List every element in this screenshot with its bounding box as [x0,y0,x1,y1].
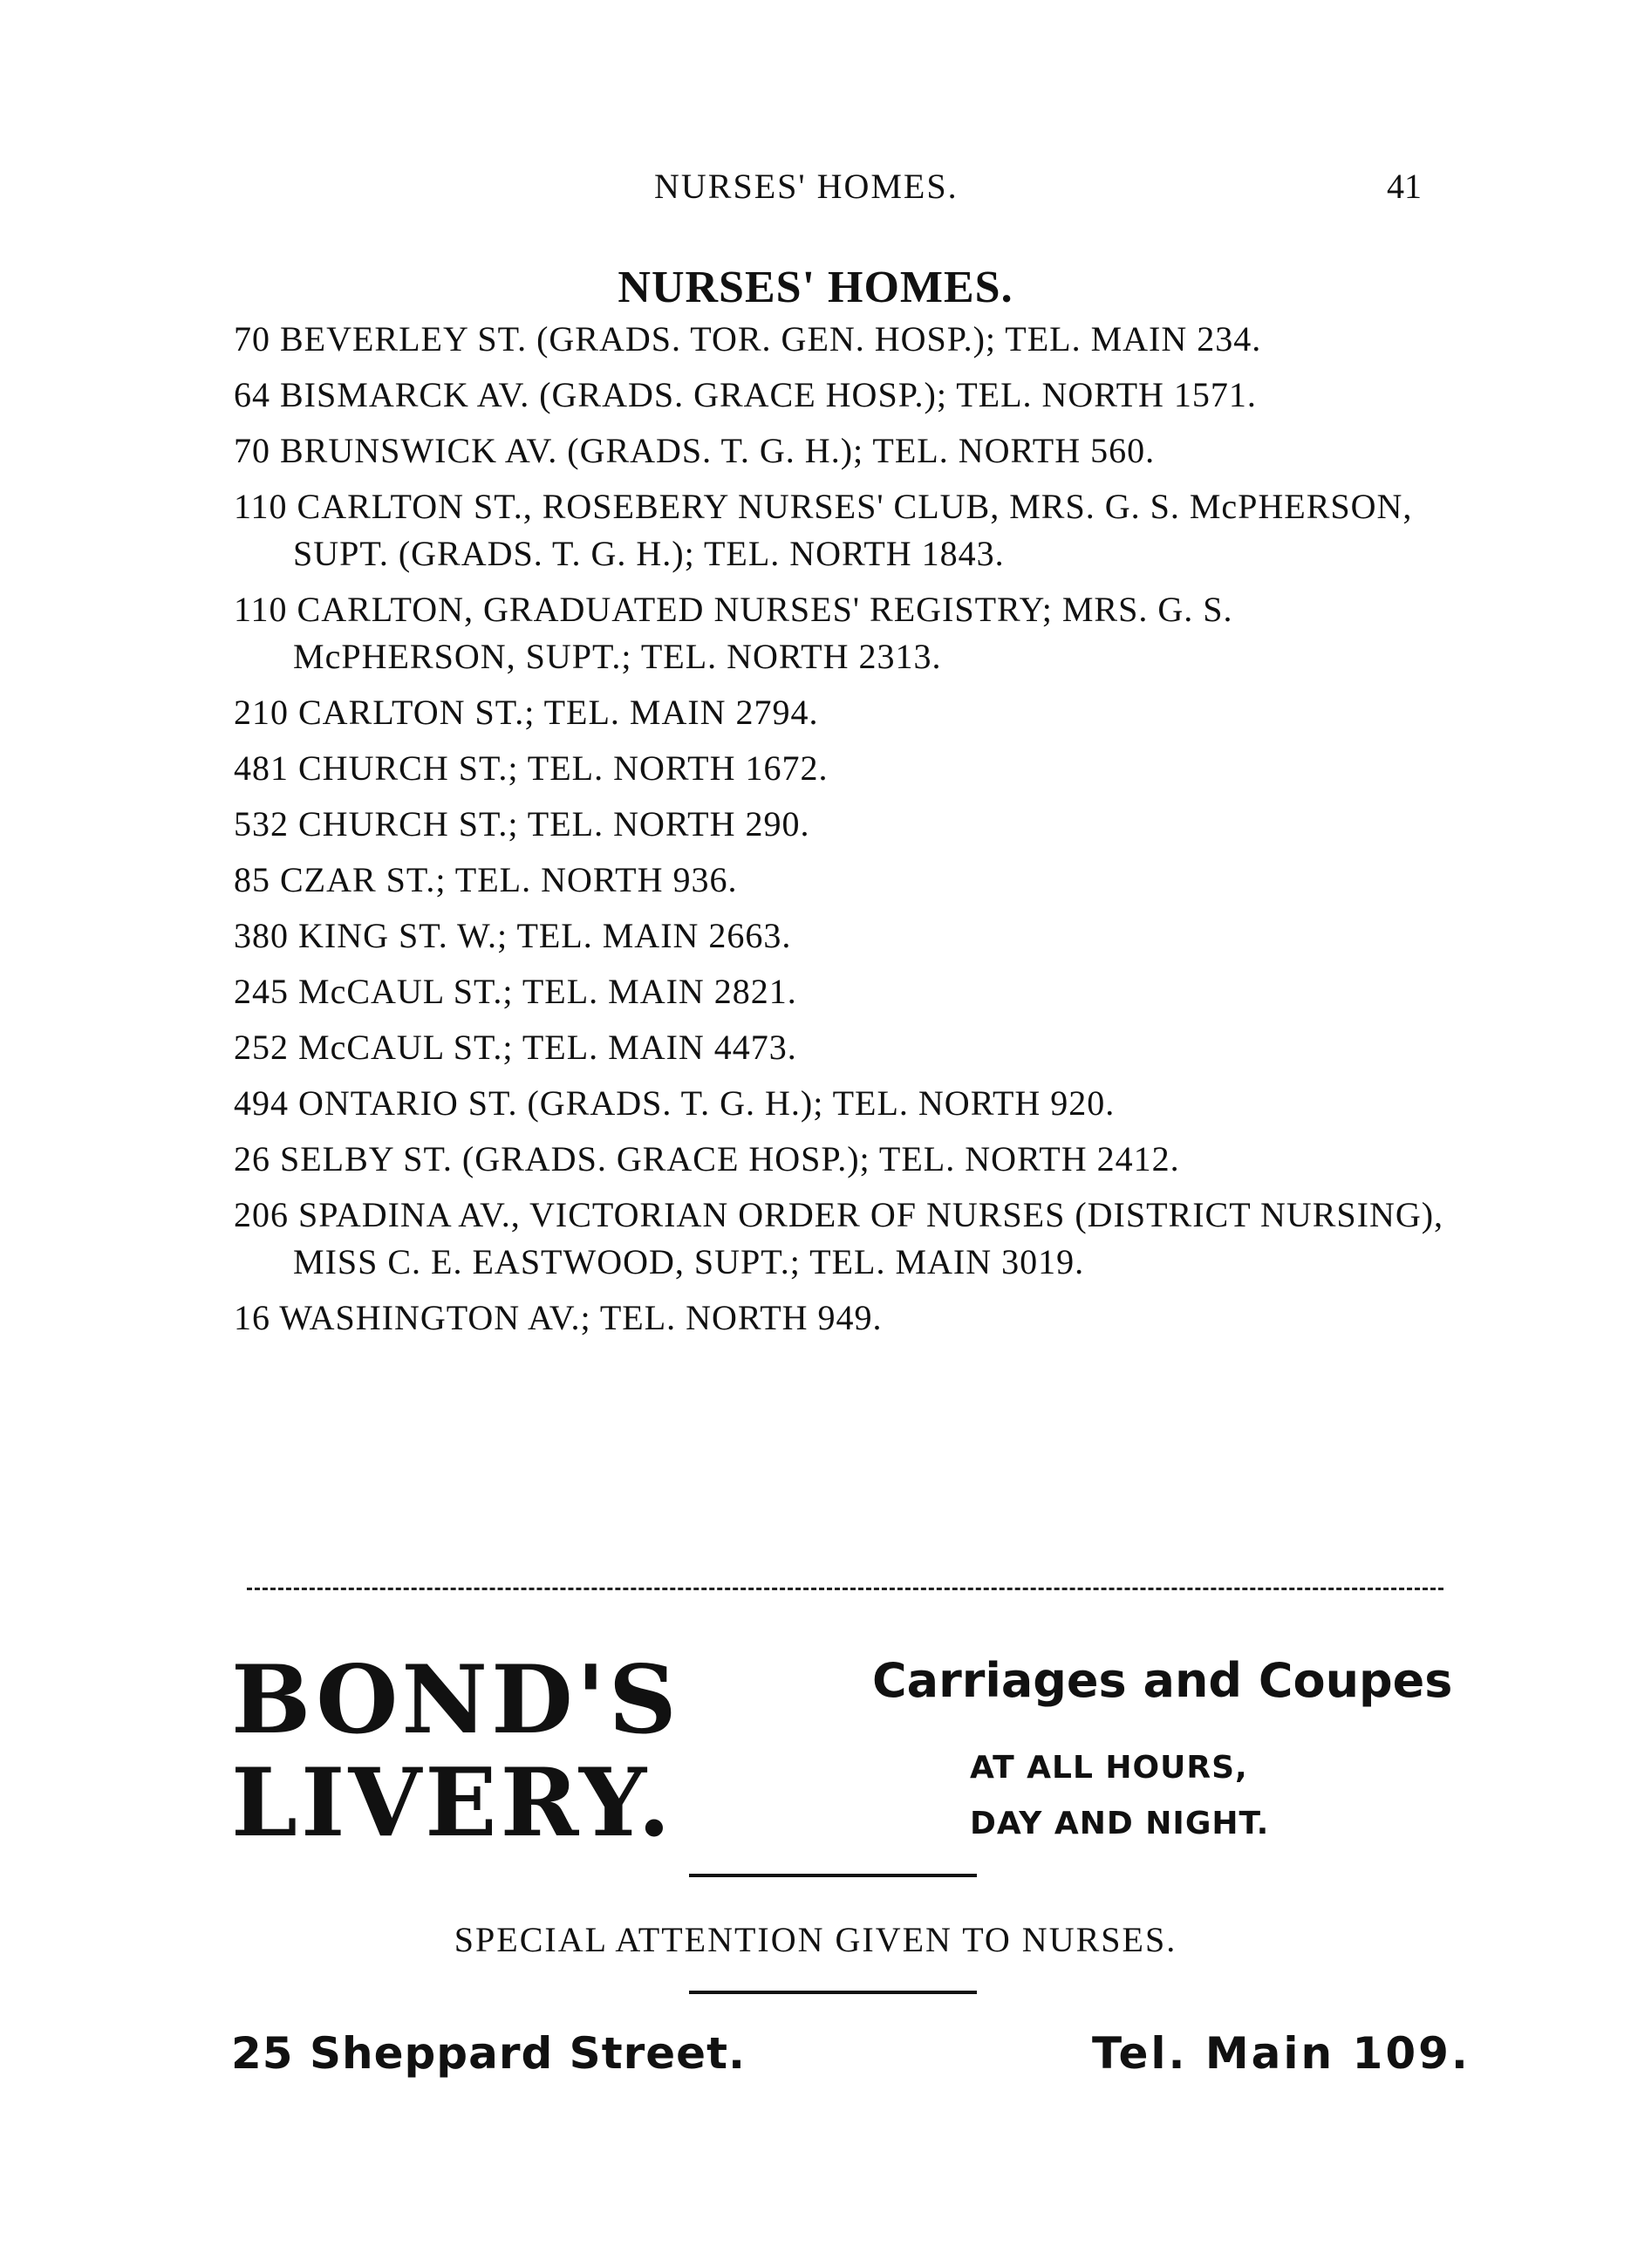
list-item: 110 CARLTON, GRADUATED NURSES' REGISTRY; MRS. G. S. McPHERSON, SUPT.; TEL. NORTH 2313. [234,590,1233,676]
ad-telephone: Tel. Main 109. [1092,2028,1471,2079]
page-number: 41 [1387,167,1422,206]
advertiser-name [231,1645,680,1858]
list-item: 252 McCAUL ST.; TEL. MAIN 4473. [234,1028,797,1067]
ad-hours [970,1740,1269,1852]
ad-divider [689,1874,977,1877]
advertiser-name-line2: LIVERY. [231,1748,674,1858]
list-item: 210 CARLTON ST.; TEL. MAIN 2794. [234,693,819,732]
ad-hours-line1: AT ALL HOURS, [970,1750,1248,1786]
list-item: 380 KING ST. W.; TEL. MAIN 2663. [234,916,792,955]
list-item: 26 SELBY ST. (GRADS. GRACE HOSP.); TEL. NORTH 2412. [234,1139,1180,1178]
section-title: NURSES' HOMES. [618,263,1013,312]
list-item: 85 CZAR ST.; TEL. NORTH 936. [234,860,738,899]
list-item: 206 SPADINA AV., VICTORIAN ORDER OF NURSES (DISTRICT NURSING), MISS C. E. EASTWOOD, SUPT.; TEL. MAIN 3019. [234,1195,1444,1281]
list-item: 16 WASHINGTON AV.; TEL. NORTH 949. [234,1298,883,1337]
list-item: 110 CARLTON ST., ROSEBERY NURSES' CLUB, MRS. G. S. McPHERSON, SUPT. (GRADS. T. G. H.); TEL. NORTH 1843. [234,487,1413,573]
list-item: 70 BEVERLEY ST. (GRADS. TOR. GEN. HOSP.); TEL. MAIN 234. [234,319,1262,359]
list-item: 481 CHURCH ST.; TEL. NORTH 1672. [234,748,829,788]
list-item: 245 McCAUL ST.; TEL. MAIN 2821. [234,972,797,1011]
ad-special-note: SPECIAL ATTENTION GIVEN TO NURSES. [454,1920,1177,1959]
list-item: 70 BRUNSWICK AV. (GRADS. T. G. H.); TEL. NORTH 560. [234,431,1156,470]
ad-divider [689,1991,977,1994]
section-divider [247,1588,1443,1590]
list-item: 532 CHURCH ST.; TEL. NORTH 290. [234,804,810,844]
ad-hours-line2: DAY AND NIGHT. [970,1806,1270,1841]
ad-address: 25 Sheppard Street. [231,2028,746,2079]
running-title: NURSES' HOMES. [654,167,959,206]
nurses-homes-list [234,316,1446,1350]
list-item: 64 BISMARCK AV. (GRADS. GRACE HOSP.); TEL. NORTH 1571. [234,375,1257,414]
advertiser-name-line1: BOND'S [231,1645,680,1755]
ad-tagline: Carriages and Coupes [872,1653,1453,1708]
list-item: 494 ONTARIO ST. (GRADS. T. G. H.); TEL. NORTH 920. [234,1083,1116,1123]
